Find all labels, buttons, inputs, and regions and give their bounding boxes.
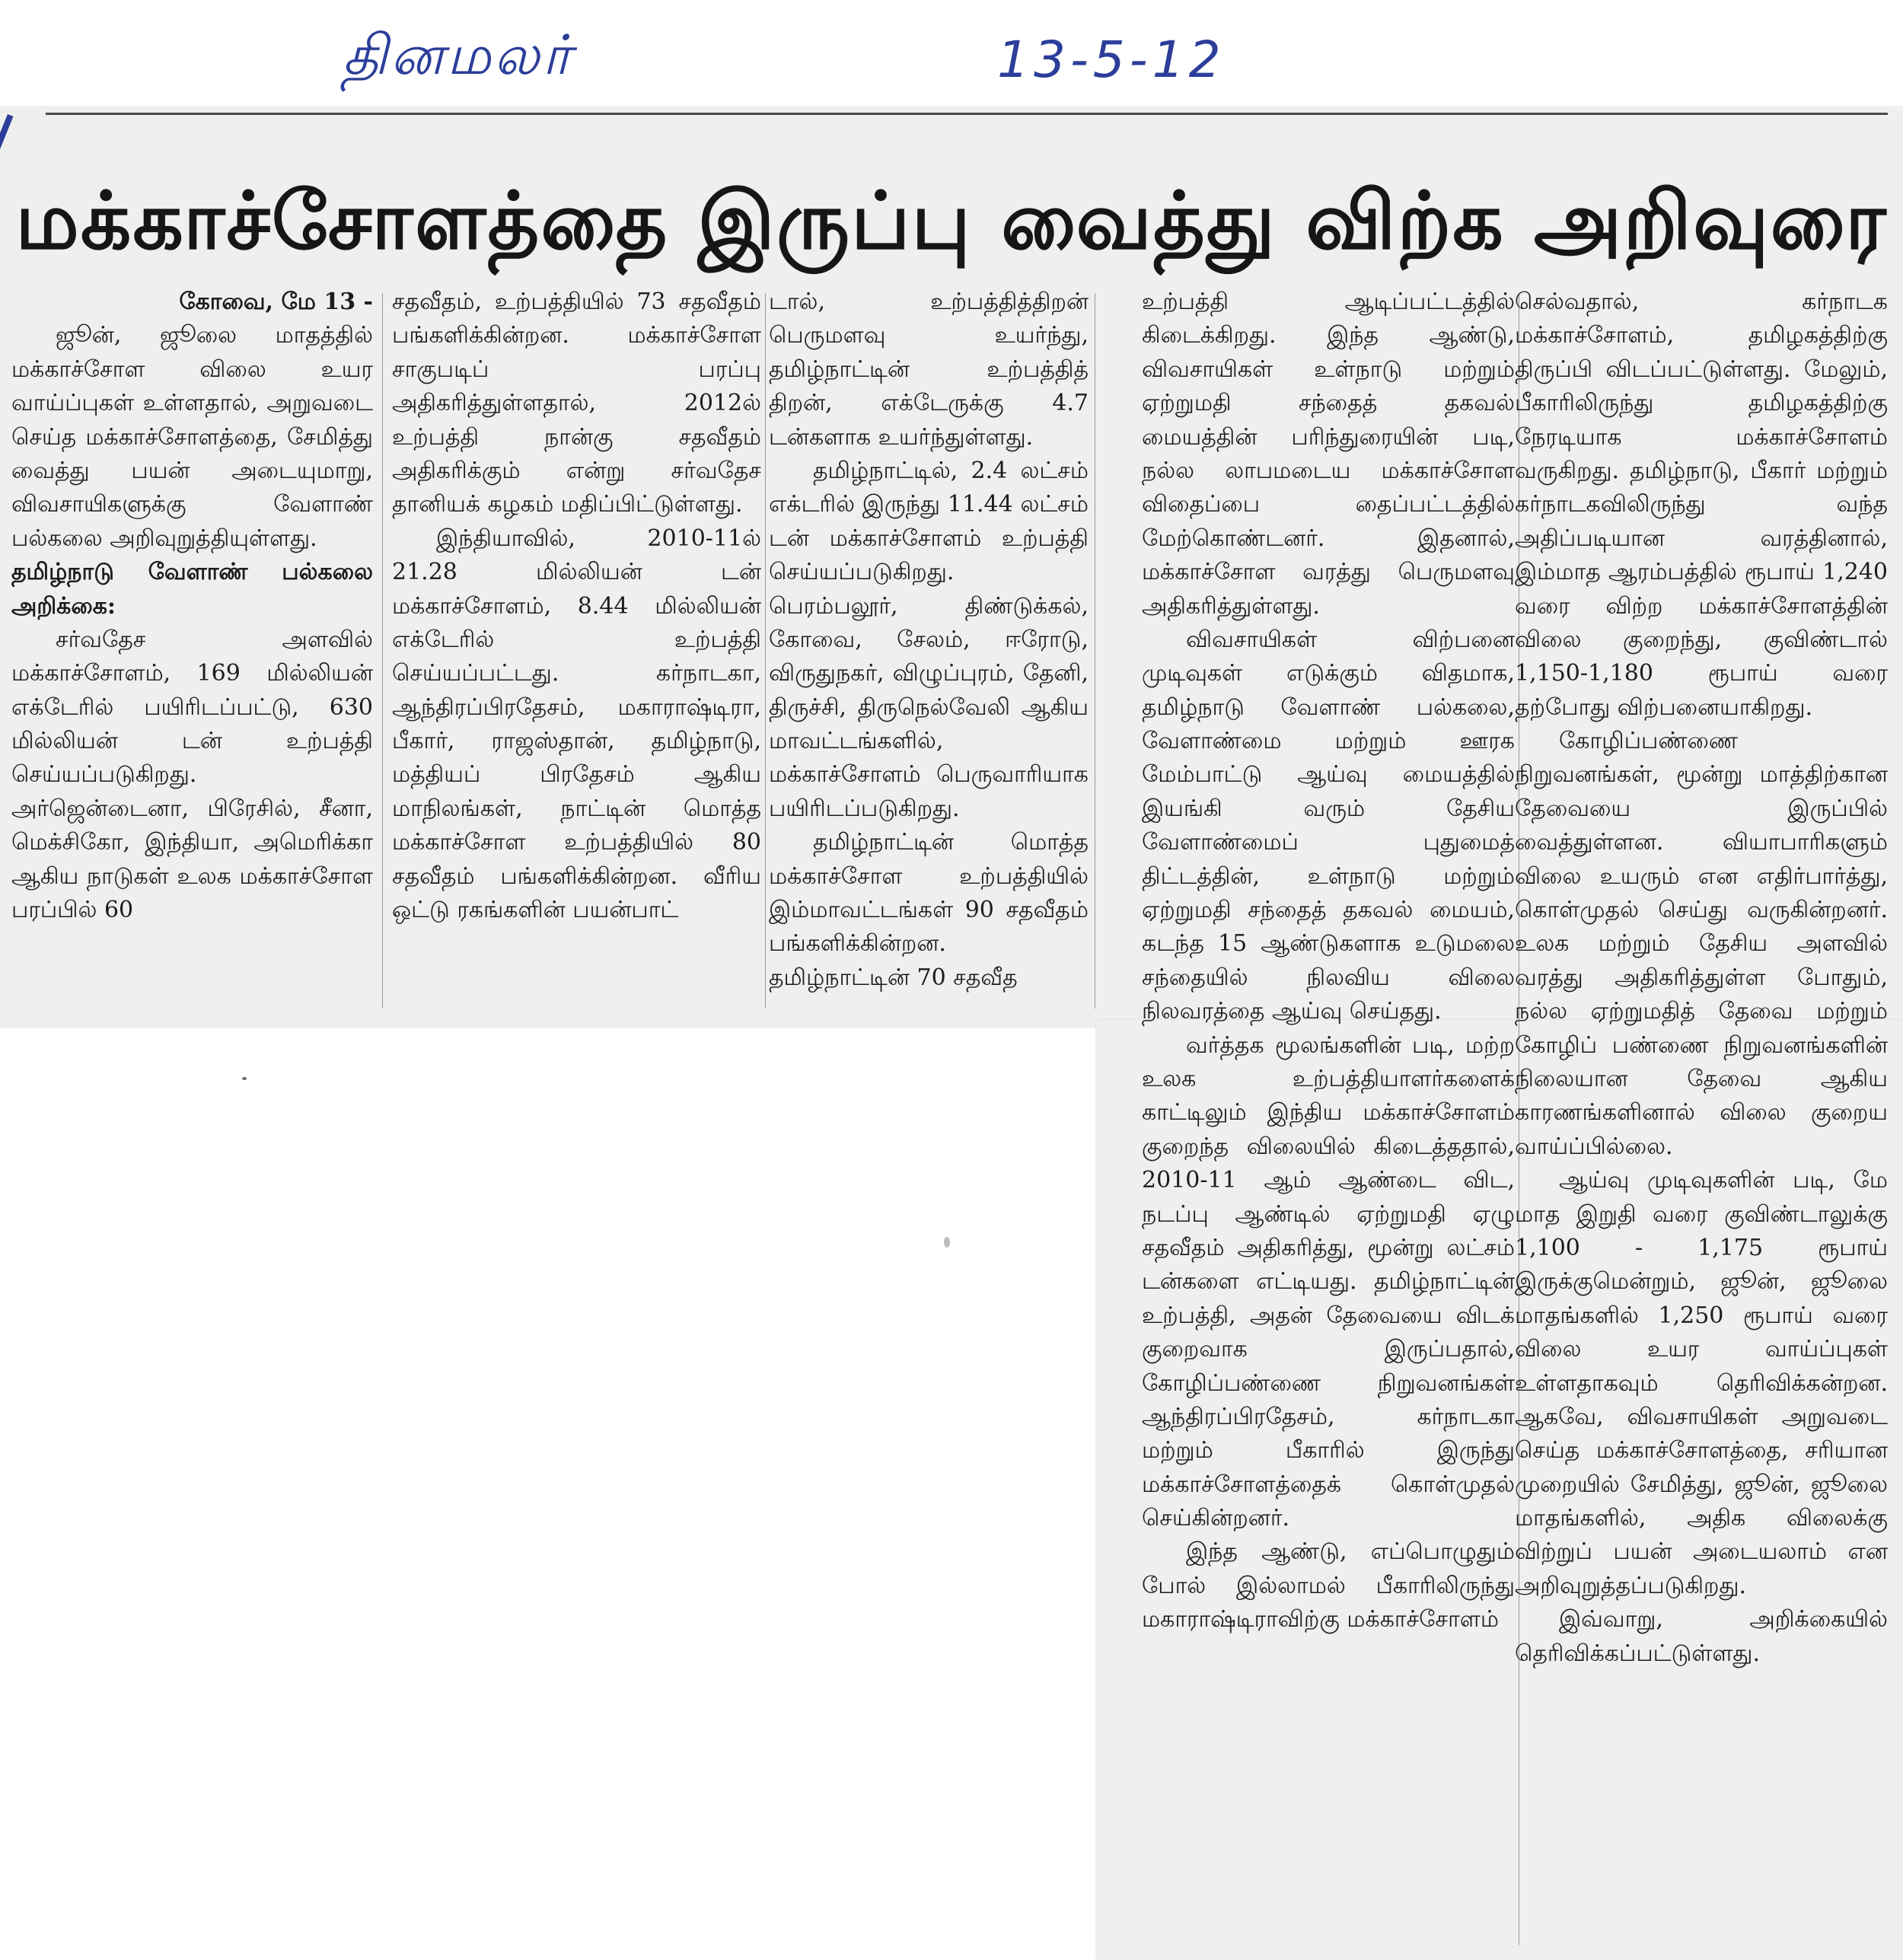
paragraph: தமிழ்நாட்டின் மொத்த மக்காச்சோள உற்பத்தியில் இம்மாவட்டங்கள் 90 சதவீதம் பங்களிக்கின்றன. தமிழ்நாட்டின் 70 சதவீத xyxy=(769,829,1089,991)
column-rule xyxy=(765,293,766,1009)
paragraph: விவசாயிகள் விற்பனை முடிவுகள் எடுக்கும் விதமாக, தமிழ்நாடு வேளாண் பல்கலை, வேளாண்மை மற்றும் ஊரக மேம்பாட்டு ஆய்வு மையத்தில் இயங்கி வரும் தேசிய வேளாண்மைப் புதுமைத் திட்டத்தின், உள்நாடு மற்றும் ஏற்றுமதி சந்தைத் தகவல் மையம், கடந்த 15 ஆண்டுகளாக உடுமலை சந்தையில் நிலவிய விலை நிலவரத்தை ஆய்வு செய்தது. xyxy=(1142,626,1515,1025)
article-column-1 xyxy=(11,285,373,1016)
paragraph: உற்பத்தி ஆடிப்பட்டத்தில் கிடைக்கிறது. இந்த ஆண்டு, விவசாயிகள் உள்நாடு மற்றும் ஏற்றுமதி சந்தைத் தகவல் மையத்தின் பரிந்துரையின் படி, நல்ல லாபமடைய மக்காச்சோள விதைப்பை தைப்பட்டத்தில் மேற்கொண்டனர். இதனால், மக்காச்சோள வரத்து பெருமளவு அதிகரித்துள்ளது. xyxy=(1142,288,1515,620)
handwritten-date-note: 13-5-12 xyxy=(997,30,1226,89)
paragraph: இவ்வாறு, அறிக்கையில் தெரிவிக்கப்பட்டுள்ளது. xyxy=(1515,1606,1888,1667)
paragraph: கோழிப்பண்ணை நிறுவனங்கள், மூன்று மாத்திற்கான தேவையை இருப்பில் வைத்துள்ளன. வியாபாரிகளும் விலை உயரும் என எதிர்பார்த்து, கொள்முதல் செய்து வருகின்றனர். உலக மற்றும் தேசிய அளவில் வரத்து அதிகரித்துள்ள போதும், நல்ல ஏற்றுமதித் தேவை மற்றும் கோழிப் பண்ணை நிறுவனங்களின் நிலையான தேவை ஆகிய காரணங்களினால் விலை குறைய வாய்ப்பில்லை. xyxy=(1515,728,1888,1160)
paper-speck xyxy=(242,1077,247,1080)
paragraph: டால், உற்பத்தித்திறன் பெருமளவு உயர்ந்து, தமிழ்நாட்டின் உற்பத்தித் திறன், எக்டேருக்கு 4.7 டன்களாக உயர்ந்துள்ளது. xyxy=(769,288,1089,451)
paragraph: சதவீதம், உற்பத்தியில் 73 சதவீதம் பங்களிக்கின்றன. மக்காச்சோள சாகுபடிப் பரப்பு அதிகரித்துள்ளதால், 2012ல் உற்பத்தி நான்கு சதவீதம் அதிகரிக்கும் என்று சர்வதேச தானியக் கழகம் மதிப்பிட்டுள்ளது. xyxy=(392,288,761,518)
handwritten-source-note: தினமலர் xyxy=(343,23,575,87)
article-column-5 xyxy=(1515,285,1888,1952)
headline: மக்காச்சோளத்தை இருப்பு வைத்து விற்க அறிவுரை xyxy=(15,174,1888,267)
paragraph: இந்தியாவில், 2010-11ல் 21.28 மில்லியன் டன் மக்காச்சோளம், 8.44 மில்லியன் எக்டேரில் உற்பத்தி செய்யப்பட்டது. கர்நாடகா, ஆந்திரப்பிரதேசம், மகாராஷ்டிரா, பீகார், ராஜஸ்தான், தமிழ்நாடு, மத்தியப் பிரதேசம் ஆகிய மாநிலங்கள், நாட்டின் மொத்த மக்காச்சோள உற்பத்தியில் 80 சதவீதம் பங்களிக்கின்றன. வீரிய ஒட்டு ரகங்களின் பயன்பாட் xyxy=(392,524,761,924)
paragraph: தமிழ்நாட்டில், 2.4 லட்சம் எக்டரில் இருந்து 11.44 லட்சம் டன் மக்காச்சோளம் உற்பத்தி செய்யப்படுகிறது. பெரம்பலூர், திண்டுக்கல், கோவை, சேலம், ஈரோடு, விருதுநகர், விழுப்புரம், தேனி, திருச்சி, திருநெல்வேலி ஆகிய மாவட்டங்களில், மக்காச்சோளம் பெருவாரியாக பயிரிடப்படுகிறது. xyxy=(769,457,1089,822)
paragraph: ஆய்வு முடிவுகளின் படி, மே மாத இறுதி வரை குவிண்டாலுக்கு 1,100 - 1,175 ரூபாய் இருக்குமென்றும், ஜூன், ஜூலை மாதங்களில் 1,250 ரூபாய் வரை விலை உயர வாய்ப்புகள் உள்ளதாகவும் தெரிவிக்கன்றன. ஆகவே, விவசாயிகள் அறுவடை செய்த மக்காச்சோளத்தை, சரியான முறையில் சேமித்து, ஜூன், ஜூலை மாதங்களில், அதிக விலைக்கு விற்றுப் பயன் அடையலாம் என அறிவுறுத்தப்படுகிறது. xyxy=(1515,1167,1888,1599)
article-column-4 xyxy=(1142,285,1515,1952)
paragraph: வர்த்தக மூலங்களின் படி, மற்ற உலக உற்பத்தியாளர்களைக் காட்டிலும் இந்திய மக்காச்சோளம் குறைந்த விலையில் கிடைத்ததால், 2010-11 ஆம் ஆண்டை விட, நடப்பு ஆண்டில் ஏற்றுமதி ஏழு சதவீதம் அதிகரித்து, மூன்று லட்சம் டன்களை எட்டியது. தமிழ்நாட்டின் உற்பத்தி, அதன் தேவையை விடக் குறைவாக இருப்பதால், கோழிப்பண்ணை நிறுவனங்கள் ஆந்திரப்பிரதேசம், கர்நாடகா மற்றும் பீகாரில் இருந்து மக்காச்சோளத்தைக் கொள்முதல் செய்கின்றனர். xyxy=(1142,1031,1515,1532)
dateline: கோவை, மே 13 - xyxy=(179,288,373,315)
paragraph: ஜூன், ஜூலை மாதத்தில் மக்காச்சோள விலை உயர வாய்ப்புகள் உள்ளதால், அறுவடை செய்த மக்காச்சோளத்தை, சேமித்து வைத்து பயன் அடையுமாறு, விவசாயிகளுக்கு வேளாண் பல்கலை அறிவுறுத்தியுள்ளது. xyxy=(11,322,373,552)
paragraph: இந்த ஆண்டு, எப்பொழுதும் போல் இல்லாமல் பீகாரிலிருந்து மகாராஷ்டிராவிற்கு மக்காச்சோளம் xyxy=(1142,1538,1515,1633)
column-rule xyxy=(382,293,383,1009)
paragraph: செல்வதால், கர்நாடக மக்காச்சோளம், தமிழகத்திற்கு திருப்பி விடப்பட்டுள்ளது. மேலும், பீகாரிலிருந்து தமிழகத்திற்கு நேரடியாக மக்காச்சோளம் வருகிறது. தமிழ்நாடு, பீகார் மற்றும் கர்நாடகவிலிருந்து வந்த அதிப்படியான வரத்தினால், இம்மாத ஆரம்பத்தில் ரூபாய் 1,240 வரை விற்ற மக்காச்சோளத்தின் விலை குறைந்து, குவிண்டால் 1,150-1,180 ரூபாய் வரை தற்போது விற்பனையாகிறது. xyxy=(1515,288,1888,721)
subheading: தமிழ்நாடு வேளாண் பல்கலை அறிக்கை: xyxy=(11,559,373,620)
paragraph: சர்வதேச அளவில் மக்காச்சோளம், 169 மில்லியன் எக்டேரில் பயிரிடப்பட்டு, 630 மில்லியன் டன் உற்பத்தி செய்யப்படுகிறது. அர்ஜென்டைனா, பிரேசில், சீனா, மெக்சிகோ, இந்தியா, அமெரிக்கா ஆகிய நாடுகள் உலக மக்காச்சோள பரப்பில் 60 xyxy=(11,626,373,924)
article-column-2 xyxy=(392,285,761,1016)
article-column-3 xyxy=(769,285,1089,1016)
paper-speck xyxy=(944,1237,950,1248)
top-rule xyxy=(46,113,1888,115)
